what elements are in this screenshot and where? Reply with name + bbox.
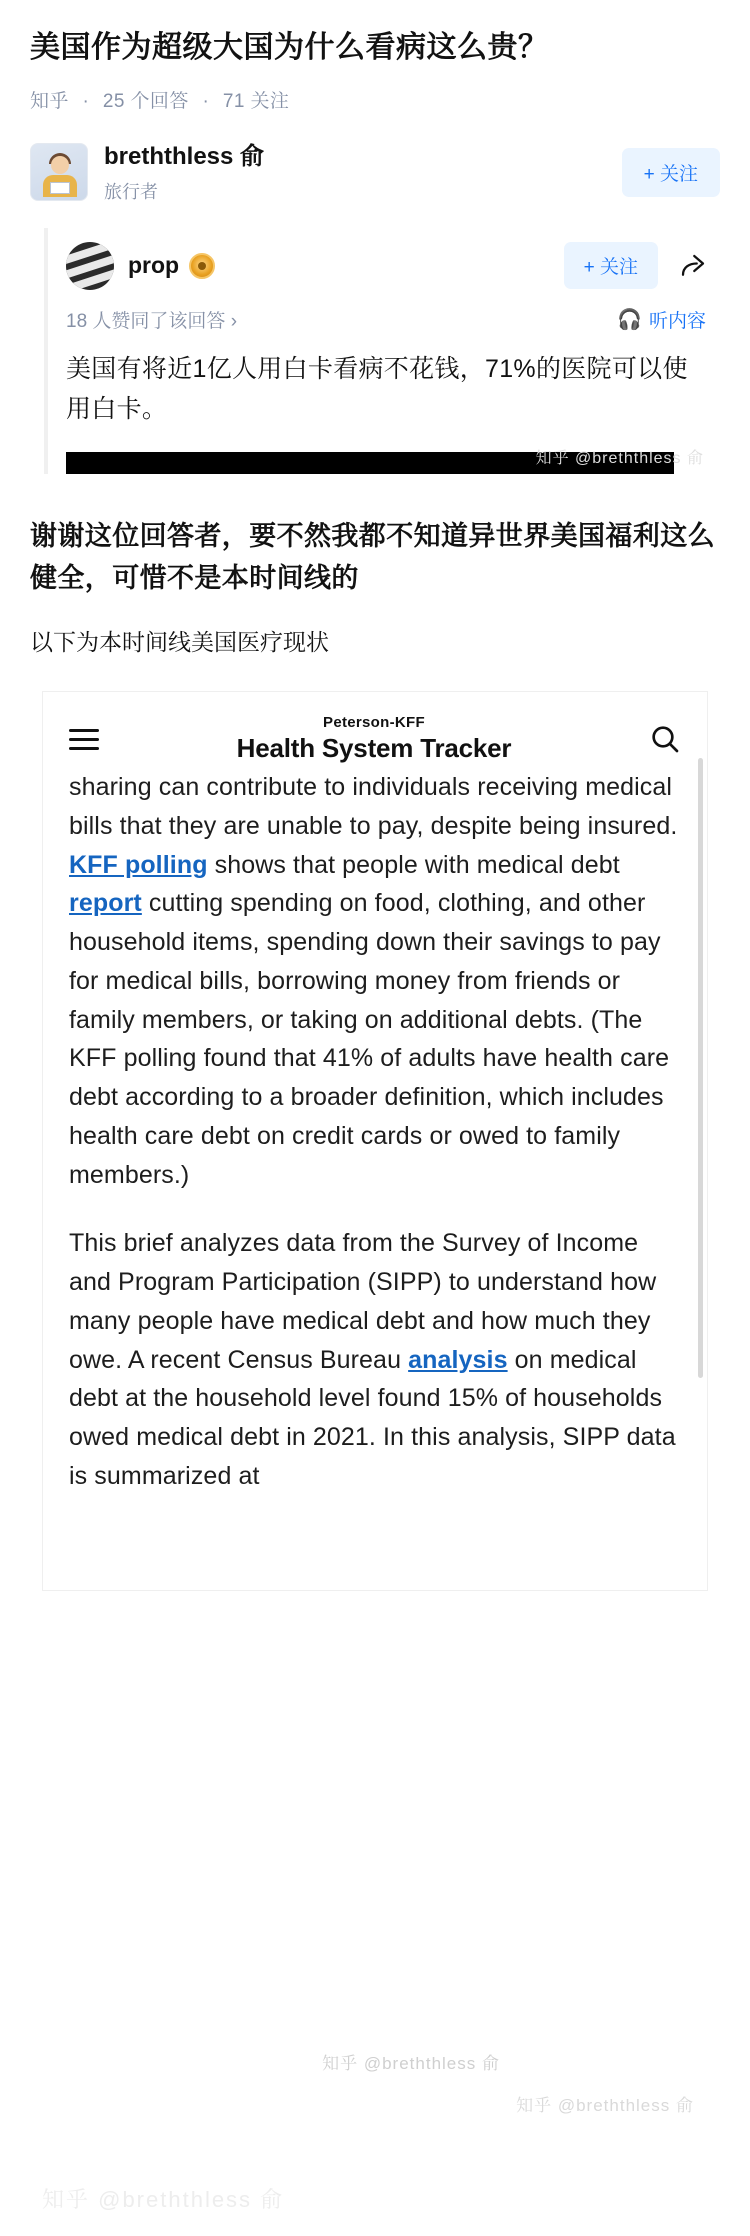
medal-icon <box>189 253 215 279</box>
kff-p1-clipped-text: sharing can contribute to individuals receiving medical bills that they are unable to pay, despite being insured. <box>69 773 678 840</box>
commentary-headline: 谢谢这位回答者，要不然我都不知道异世界美国福利这么健全，可惜不是本时间线的 <box>30 520 715 593</box>
menu-bar-3 <box>69 747 99 750</box>
quoted-avatar[interactable] <box>66 242 114 290</box>
kff-p2-end-text: on medical debt at the household level found 15% of households owed medical debt in 2021. In this analysis, SIPP data is summarized at <box>69 1345 676 1490</box>
avatar-head-shape <box>51 156 69 174</box>
scrollbar[interactable] <box>698 758 703 1378</box>
kff-p1-mid-text: shows that people with medical debt <box>207 850 620 879</box>
answers-count[interactable]: 25 个回答 <box>102 90 189 112</box>
quoted-follow-button[interactable]: + 关注 <box>564 242 658 289</box>
page-watermark-bottom: 知乎 @breththless 俞 <box>42 2187 285 2212</box>
quoted-author-name[interactable]: prop <box>128 252 180 279</box>
meta-separator: · <box>202 90 210 112</box>
question-header <box>0 0 750 113</box>
meta-separator: · <box>82 90 90 112</box>
kff-p1-end-text: cutting spending on food, clothing, and other household items, spending down their savings to pay for medical bills, borrowing money from friends or family members, or taking on additional debts. (The KFF polling found that 41% of adults have health care debt according to a broader definition, which includes health care debt on credit cards or owed to family members.) <box>69 889 670 1189</box>
page-watermark: 知乎 @breththless 俞 <box>516 2096 694 2115</box>
quoted-stats-row <box>66 306 720 333</box>
kff-paragraph-2 <box>69 1224 681 1495</box>
menu-bar-1 <box>69 729 99 732</box>
search-icon[interactable] <box>649 723 681 755</box>
quoted-post-inner <box>48 228 720 474</box>
kff-p2-start-text: This brief analyzes data from the Survey of Income and Program Participation (SIPP) to understand how many people have medical debt and how much they owe. A recent Census Bureau <box>69 1229 657 1374</box>
avatar-book-shape <box>50 182 70 194</box>
share-icon[interactable] <box>678 251 708 281</box>
listen-button[interactable] <box>617 306 706 333</box>
headphones-icon: 🎧 <box>617 308 642 331</box>
kff-article-body <box>43 768 707 1496</box>
kff-analysis-link[interactable]: analysis <box>408 1345 508 1374</box>
menu-icon[interactable] <box>69 723 99 756</box>
kff-logo[interactable] <box>99 714 649 764</box>
kff-report-link[interactable]: report <box>69 889 142 918</box>
quoted-post-body: 美国有将近1亿人用白卡看病不花钱，71%的医院可以使用白卡。 <box>66 354 688 424</box>
follow-author-button[interactable]: + 关注 <box>622 148 720 197</box>
menu-bar-2 <box>69 738 99 741</box>
author-info <box>104 141 622 204</box>
kff-paragraph-1 <box>69 768 681 1194</box>
source-label: 知乎 <box>30 90 69 112</box>
embedded-kff-screenshot[interactable] <box>42 691 708 1591</box>
fade-overlay <box>43 1520 707 1590</box>
author-name[interactable]: breththless 俞 <box>104 142 265 170</box>
quoted-author-row <box>66 242 720 290</box>
avatar[interactable] <box>30 143 88 201</box>
author-row <box>0 113 750 204</box>
question-meta <box>30 86 720 113</box>
quoted-post-card <box>44 228 720 474</box>
kff-polling-link[interactable]: KFF polling <box>69 850 208 879</box>
quoted-votes-label[interactable]: 18 人赞同了该回答 › <box>66 310 238 332</box>
author-subtitle: 旅行者 <box>104 181 158 202</box>
kff-brand: Health System Tracker <box>236 733 512 764</box>
commentary-subline: 以下为本时间线美国医疗现状 <box>30 629 329 656</box>
page-watermark-secondary: 知乎 @breththless 俞 <box>322 2054 500 2073</box>
kff-eyebrow: Peterson-KFF <box>323 714 425 732</box>
followers-count[interactable]: 71 关注 <box>222 90 290 112</box>
page-title: 美国作为超级大国为什么看病这么贵？ <box>30 31 549 64</box>
quoted-watermark: 知乎 @breththless 俞 <box>535 449 704 467</box>
listen-label: 听内容 <box>648 310 706 332</box>
